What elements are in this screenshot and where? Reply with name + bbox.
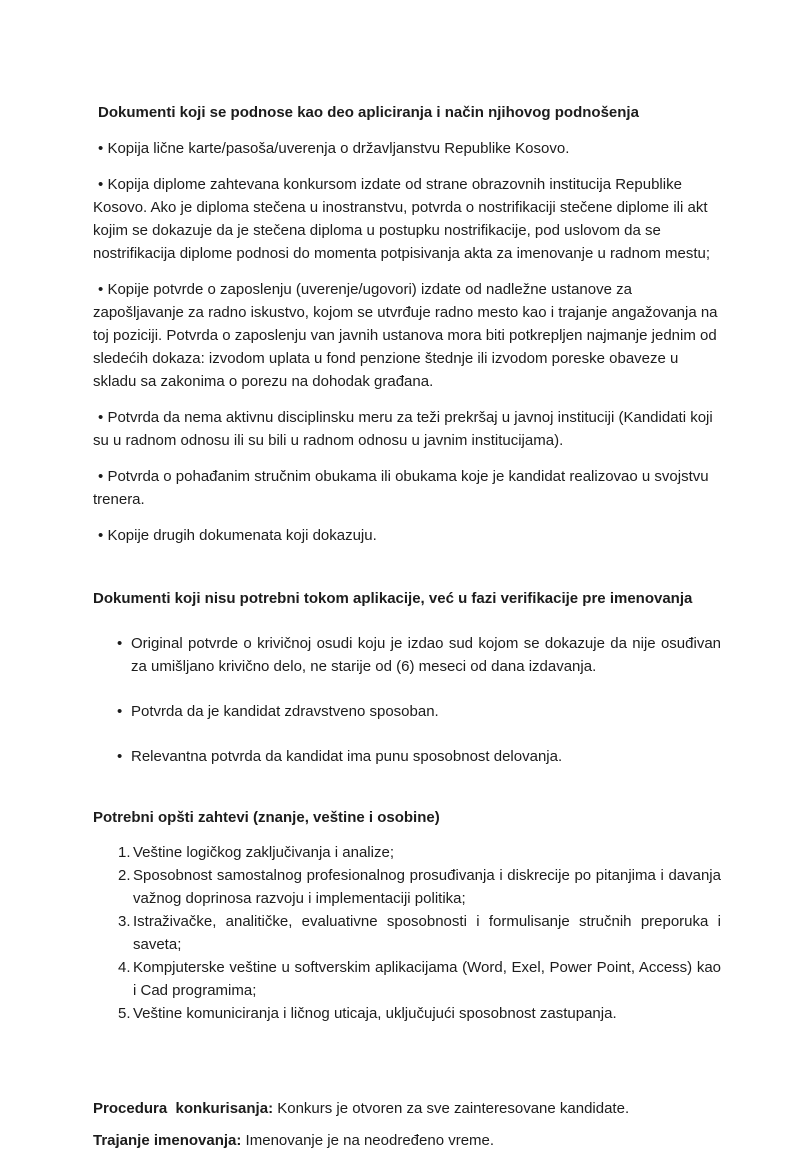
statement-label: Trajanje imenovanja: [93,1132,242,1149]
list-item-text: Relevantna potvrda da kandidat ima punu sposobnost delovanja. [131,748,563,765]
list-item-text: Potvrda da je kandidat zdravstveno sposoban. [131,703,439,720]
list-number: 3. [118,913,131,930]
numbered-list-item [93,910,721,956]
list-item-text: Original potvrde o krivičnoj osudi koju je izdao sud kojom se dokazuje da nije osuđivan za umišljano krivično delo, ne starije od (6) meseci od dana izdavanja. [131,635,721,675]
section-documents-to-submit [93,101,721,547]
list-item-text: Istraživačke, analitičke, evaluativne sposobnosti i formulisanje stručnih preporuka i saveta; [133,913,721,953]
section1-heading: Dokumenti koji se podnose kao deo apliciranja i način njihovog podnošenja [98,104,639,121]
bullet-marker: • [98,281,104,298]
bullet-marker: • [117,748,123,765]
statement-text: Konkurs je otvoren za sve zainteresovane kandidate. [273,1100,630,1117]
bullet-marker: • [98,140,104,157]
bullet-paragraph [93,465,721,511]
numbered-list-item [93,956,721,1002]
bullet-paragraph [93,406,721,452]
bullet-marker: • [98,527,104,544]
bullet-text: Potvrda da nema aktivnu disciplinsku meru za teži prekršaj u javnoj instituciji (Kandidati koji su u radnom odnosu ili su bili u radnom odnosu u javnim institucijama). [93,409,713,449]
numbered-list-item [93,841,721,864]
list-item-text: Sposobnost samostalnog profesionalnog prosuđivanja i diskrecije po pitanjima i davanja važnog doprinosa razvoju i implementaciji politika; [133,867,721,907]
list-number: 1. [118,844,131,861]
numbered-list-item [93,864,721,910]
numbered-list-item [93,1002,721,1025]
section2-heading: Dokumenti koji nisu potrebni tokom aplikacije, već u fazi verifikacije pre imenovanja [93,590,693,607]
list-number: 5. [118,1005,131,1022]
list-item-text: Veštine logičkog zaključivanja i analize; [133,844,394,861]
bullet-marker: • [98,409,104,426]
closing-statements [93,1097,721,1152]
statement-label: Procedura konkurisanja: [93,1100,274,1117]
bullet-text: Kopija diplome zahtevana konkursom izdate od strane obrazovnih institucija Republike Kosovo. Ako je diploma stečena u inostranstvu, potvrda o nostrifikaciji stečene diplome ili akt kojim se dokazuje da je stečena diploma u postupku nostrifikacije, pod uslovom da se nostrifikacija diplome podnosi do momenta potpisivanja akta za imenovanje u radnom mestu; [93,176,710,262]
list-number: 2. [118,867,131,884]
list-item-text: Veštine komuniciranja i ličnog uticaja, uključujući sposobnost zastupanja. [133,1005,617,1022]
bullet-paragraph [93,137,721,160]
bullet-paragraph [93,278,721,393]
section3-numbered-list [93,841,721,1025]
list-item [93,745,721,768]
statement-line [93,1097,721,1120]
bullet-marker: • [117,635,123,652]
bullet-marker: • [98,176,104,193]
list-item [93,632,721,678]
list-item-text: Kompjuterske veštine u softverskim aplikacijama (Word, Exel, Power Point, Access) kao i Cad programima; [133,959,721,999]
bullet-marker: • [98,468,104,485]
list-item [93,700,721,723]
section1-bullet-list [93,137,721,547]
bullet-text: Kopija lične karte/pasoša/uverenja o državljanstvu Republike Kosovo. [107,140,570,157]
bullet-text: Kopije drugih dokumenata koji dokazuju. [107,527,377,544]
bullet-paragraph [93,524,721,547]
bullet-text: Kopije potvrde o zaposlenju (uverenje/ugovori) izdate od nadležne ustanove za zapošljavanje za radno iskustvo, kojom se utvrđuje radno mesto kao i trajanje angažovanja na toj poziciji. Potvrda o zaposlenju van javnih ustanova mora biti potkrepljen najmanje jednim od sledećih dokaza: izvodom uplata u fond penzione štednje ili izvodom poreske obaveze u skladu sa zakonima o porezu na dohodak građana. [93,281,718,390]
bullet-paragraph [93,173,721,265]
list-number: 4. [118,959,131,976]
section-general-requirements [93,806,721,1025]
bullet-marker: • [117,703,123,720]
section-documents-for-verification [93,587,721,768]
section2-bullet-list [93,632,721,768]
statement-text: Imenovanje je na neodređeno vreme. [241,1132,495,1149]
statement-line [93,1129,721,1152]
section3-heading: Potrebni opšti zahtevi (znanje, veštine i osobine) [93,809,440,826]
bullet-text: Potvrda o pohađanim stručnim obukama ili obukama koje je kandidat realizovao u svojstvu trenera. [93,468,709,508]
